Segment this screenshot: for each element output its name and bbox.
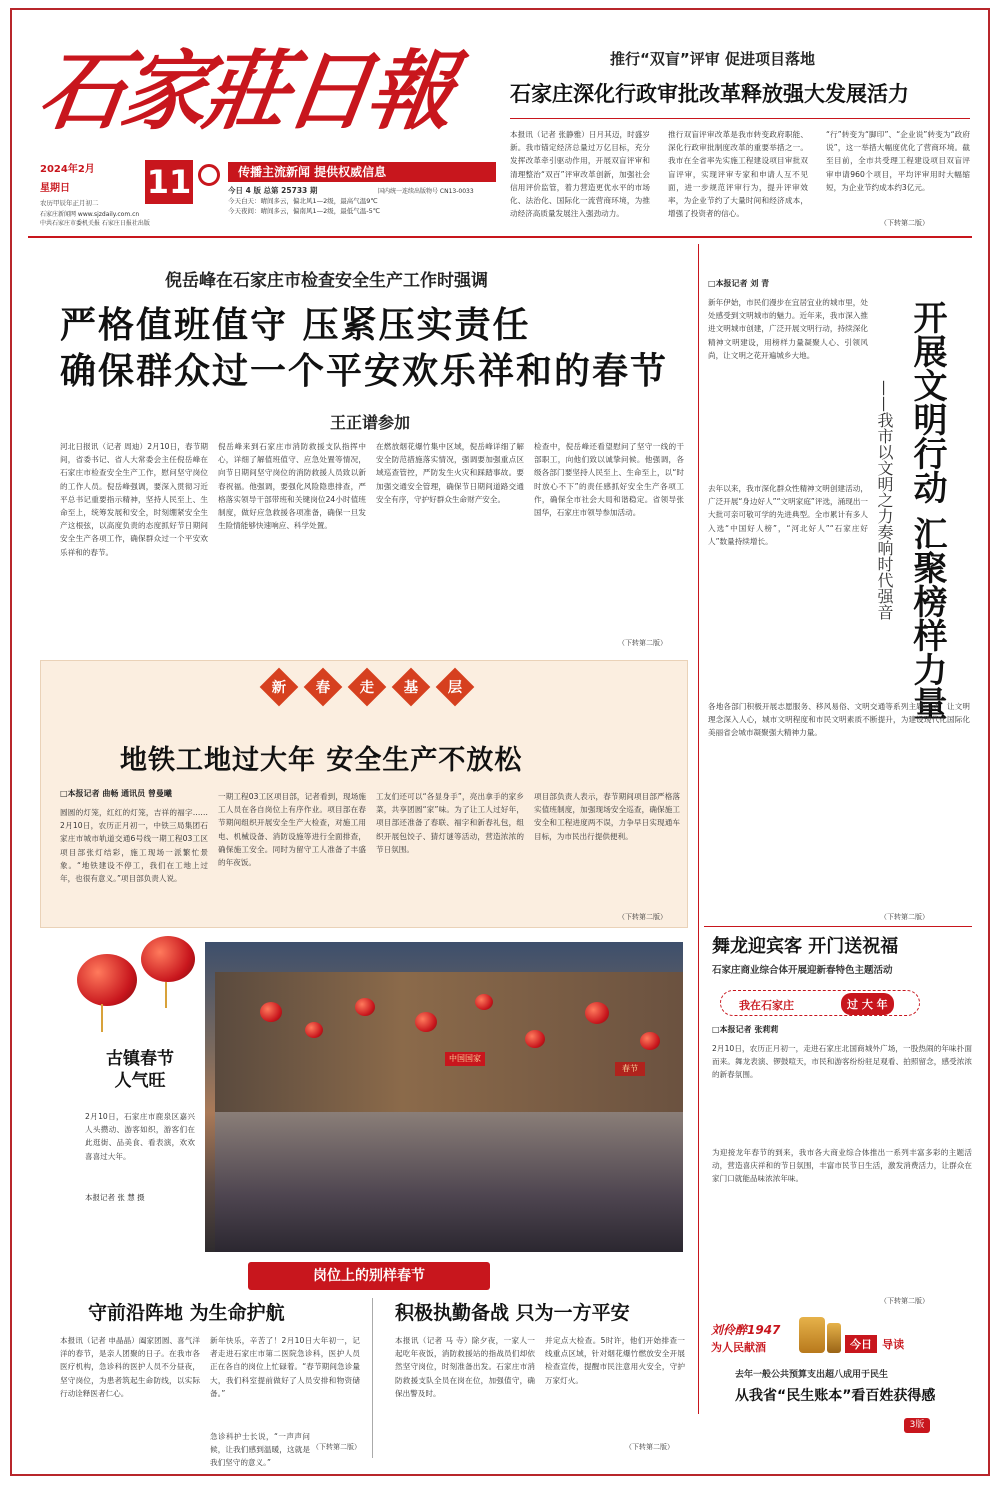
lead-title-2: 确保群众过一个平安欢乐祥和的春节 — [60, 351, 669, 392]
lantern-icon — [355, 998, 375, 1016]
today-badge: 今日 — [845, 1335, 877, 1353]
website: 石家庄新闻网 www.sjzdaily.com.cn — [40, 211, 140, 218]
photo-sign-1: 中国国家 — [445, 1052, 485, 1066]
top-story-cont: （下转第二版） — [880, 219, 929, 227]
lantern-icon — [640, 1032, 660, 1050]
emblem-icon — [198, 164, 220, 186]
bottom-left-cont: （下转第二版） — [312, 1443, 361, 1451]
photo-title: 古镇春节 人气旺 — [106, 1049, 174, 1091]
photo-caption: 2月10日，石家庄市鹿泉区嘉兴人头攒动、游客如织，游客们在此逛街、品美食、看表演，欢欢喜喜过大年。 — [85, 1112, 195, 1161]
spring-col-2: 一期工程03工区项目部，记者看到，现场施工人员在各自岗位上有序作业。项目部在春节期间组织开展安全生产大检查，对施工用电、机械设备、消防设施等进行全面排查，确保施工安全。同时为留守工人准备了丰盛的年夜饭。 — [218, 792, 366, 868]
bottom-right-title: 积极执勤备战 只为一方平安 — [395, 1302, 630, 1324]
spring-tile-1: 新 — [260, 668, 299, 707]
lantern-icon — [141, 936, 195, 982]
spring-title: 地铁工地过大年 安全生产不放松 — [120, 745, 523, 776]
page-number[interactable]: 3版 — [904, 1418, 930, 1433]
photo-buildings — [215, 972, 683, 1122]
issue-info: 今日 4 版 总第 25733 期 — [228, 186, 318, 195]
right-col-1: 新年伊始，市民们漫步在宜居宜业的城市里，处处感受到文明城市的魅力。近年来，我市深入推进文明城市创建，广泛开展文明行动，持续深化精神文明建设，用榜样力量凝聚人心、引领风尚，让文明之花开遍城乡大地。 — [708, 298, 868, 360]
right-cont-2: （下转第二版） — [880, 1297, 929, 1305]
top-story-title: 石家庄深化行政审批改革释放强大发展活力 — [510, 82, 909, 106]
issue-code: 国内统一连续出版物号 CN13-0033 — [378, 188, 474, 195]
photo-sign-2: 春节 — [615, 1062, 645, 1076]
spring-tile-5: 层 — [436, 668, 475, 707]
right-col-3: 各地各部门积极开展志愿服务、移风易俗、文明交通等系列主题活动，让文明理念深入人心，城市文明程度和市民文明素质不断提升，为建设现代化国际化美丽省会城市凝聚强大精神力量。 — [708, 702, 970, 738]
bottle-icon — [799, 1317, 825, 1353]
spring-tile-4: 基 — [392, 668, 431, 707]
newspaper-logo: 石家莊日報 — [32, 41, 458, 142]
ad-box — [703, 1313, 971, 1413]
photo-caption-pane — [55, 942, 205, 1252]
spring-col-1: 圆圆的灯笼，红红的灯笼，吉祥的福字……2月10日，农历正月初一，中铁三局集团石家庄市城市轨道交通6号线一期工程03工区项目部张灯结彩，施工现场一派繁忙景象。“地铁建设不停工，我们在工地上过年，也很有意义。”项目部负责人说。 — [60, 808, 208, 884]
spring-tile-5-wrap — [436, 668, 480, 712]
teaser-2[interactable]: 从我省“民生账本”看百姓获得感 — [735, 1388, 936, 1404]
photo-crowd — [215, 1112, 683, 1252]
spring-col-4: 项目部负责人表示，春节期间项目部严格落实值班制度，加强现场安全巡查，确保施工安全和工程进度两不误，力争早日实现通车目标，为市民出行提供便利。 — [534, 792, 680, 841]
lead-col-2: 倪岳峰来到石家庄市消防救援支队指挥中心，详细了解值班值守、应急处置等情况，向节日期间坚守岗位的消防救援人员致以新春祝福。他强调，要强化风险隐患排查，严格落实领导干部带班和关键岗位24小时值班制度，做好应急救援各项准备，确保一旦发生险情能够快速响应、科学处置。 — [218, 442, 366, 531]
spring-tile-2: 春 — [304, 668, 343, 707]
bottom-left-title: 守前沿阵地 为生命护航 — [88, 1302, 285, 1324]
weekday: 星期日 — [40, 183, 70, 194]
sponsor: 中共石家庄市委机关报 石家庄日报社出版 — [40, 220, 150, 227]
lantern-icon — [585, 1002, 609, 1024]
spring-byline: □本报记者 曲畅 通讯员 曾曼曦 — [60, 789, 172, 798]
day-number: 11 — [145, 160, 193, 204]
lead-col-3: 在燃放烟花爆竹集中区域，倪岳峰详细了解安全防范措施落实情况，强调要加强重点区域巡查管控，严防发生火灾和踩踏事故。要加强交通安全管理，确保节日期间道路交通安全有序，守护好群众生命财产安全。 — [376, 442, 524, 504]
bottom-right-cont: （下转第二版） — [625, 1443, 674, 1451]
masthead-footer — [40, 210, 220, 228]
today-guide — [845, 1333, 904, 1353]
spring-col-3: 工友们还可以“各显身手”，亮出拿手的家乡菜，共享团圆“家”味。为了让工人过好年，项目部还准备了春联、福字和新春礼包，组织开展包饺子、猜灯谜等活动，营造浓浓的节日氛围。 — [376, 792, 524, 854]
ad-brand: 刘伶醉1947 — [711, 1323, 781, 1337]
lantern-icon — [77, 954, 137, 1006]
slogan-bar: 传播主流新闻 提供权威信息 — [228, 162, 496, 182]
bottle-icon — [827, 1323, 841, 1353]
lead-cont: （下转第二版） — [618, 639, 667, 647]
lantern-icon — [415, 1012, 437, 1032]
ad-slogan: 为人民献酒 — [711, 1341, 766, 1354]
right-col-2: 去年以来，我市深化群众性精神文明创建活动，广泛开展“身边好人”“文明家庭”评选，涌现出一大批可亲可敬可学的先进典型。全市累计有多人入选“中国好人榜”，“河北好人”“石家庄好人”数量持续增长。 — [708, 484, 869, 546]
lantern-icon — [260, 1002, 282, 1022]
right-col-4: 2月10日，农历正月初一，走进石家庄北国商城外广场，一股热闹的年味扑面而来。舞龙表演、锣鼓喧天，市民和游客纷纷驻足观看、拍照留念，感受浓浓的新春氛围。 — [712, 1044, 972, 1080]
lead-kicker: 倪岳峰在石家庄市检查安全生产工作时强调 — [165, 271, 488, 291]
right-cont: （下转第二版） — [880, 913, 929, 921]
lantern-icon — [475, 994, 493, 1010]
bottom-right-col-1: 本报讯（记者 马 寺）除夕夜，一家人一起吃年夜饭，消防救援站的指战员们却依然坚守岗位，时刻准备出发。石家庄市消防救援支队全员在岗在位，加强值守，确保出警及时。 — [395, 1336, 535, 1398]
teaser-1[interactable]: 去年一般公共预算支出超八成用于民生 — [735, 1370, 889, 1380]
right-badge — [720, 990, 920, 1016]
right-subtitle-2: 石家庄商业综合体开展迎新春特色主题活动 — [712, 965, 893, 976]
right-byline: □本报记者 刘 青 — [708, 279, 770, 288]
weather-night: 今天夜间：晴间多云，偏南风1—2级，最低气温-5℃ — [228, 207, 381, 215]
top-story-col-3: “行”转变为“脚印”、“企业说”转变为“政府说”，这一举措大幅度优化了营商环境。截至目前，全市共受理工程建设项目双盲评审申请960个项目，平均评审用时大幅缩短，为企业节约成本约3亿元。 — [826, 130, 970, 192]
right-byline-2: □本报记者 张莉莉 — [712, 1025, 779, 1034]
top-story-col-1: 本报讯（记者 张静雅）日月其迈，时盛岁新。我市锚定经济总量过万亿目标，充分发挥改革牵引驱动作用，开展双盲评审和清理整治“双百”评审改革创新，加强社会信用评价监管，着力营造更优水平的市场化、法治化、国际化一流营商环境，为推动经济高质量发展注入强劲动力。 — [510, 130, 650, 219]
bottom-right-col-2: 并定点大检查。5时许，他们开始排查一线重点区域，针对烟花爆竹燃放安全开展检查宣传，提醒市民注意用火安全，守护万家灯火。 — [545, 1336, 685, 1385]
right-vertical-subtitle: ——我市以文明之力奏响时代强音 — [875, 380, 894, 620]
lead-col-4: 检查中，倪岳峰还看望慰问了坚守一线的干部职工，向他们致以诚挚问候。他强调，各级各部门要坚持人民至上、生命至上，以“时时放心不下”的责任感抓好安全生产各项工作，确保全市社会大局和谐稳定。省领导张国华，石家庄市领导参加活动。 — [534, 442, 684, 518]
lead-byline-note: 王正谱参加 — [330, 413, 411, 432]
lantern-icon — [305, 1022, 323, 1038]
top-story-col-2: 推行双盲评审改革是我市转变政府职能、深化行政审批制度改革的重要举措之一。我市在全省率先实施工程建设项目审批双盲评审，实现评审专家和申请人互不见面，进一步规范评审行为，提升评审效率，为企业节约了大量时间和经济成本，增强了投资者的信心。 — [668, 130, 808, 219]
lantern-icon — [525, 1030, 545, 1048]
top-story-kicker: 推行“双盲”评审 促进项目落地 — [610, 50, 815, 68]
spring-cont: （下转第二版） — [618, 913, 667, 921]
right-badge-text: 我在石家庄 — [739, 999, 794, 1012]
spring-tile-3: 走 — [348, 668, 387, 707]
guide-label: 导读 — [882, 1338, 905, 1351]
lead-title-1: 严格值班值守 压紧压实责任 — [60, 305, 531, 346]
bottom-left-col-3: 急诊科护士长说，“一声声问候，让我们感到温暖，这就是我们坚守的意义。” — [210, 1432, 310, 1468]
weather-day: 今天白天：晴间多云，偏北风1—2级，最高气温9℃ — [228, 197, 378, 205]
tassel-icon — [165, 982, 167, 1008]
issue-date: 2024年2月 — [40, 164, 95, 175]
right-vertical-title: 开展文明行动 汇聚榜样力量 — [907, 300, 947, 720]
post-banner: 岗位上的别样春节 — [248, 1262, 490, 1290]
right-badge-text-2: 过 大 年 — [841, 993, 894, 1015]
right-title-2: 舞龙迎宾客 开门送祝福 — [712, 936, 899, 957]
lunar-date: 农历甲辰年正月初二 — [40, 199, 99, 207]
photo-credit: 本报记者 张 慧 摄 — [85, 1193, 145, 1202]
tassel-icon — [101, 1004, 103, 1032]
bottom-left-col-1: 本报讯（记者 申晶晶）阖家团圆、喜气洋洋的春节，是亲人团聚的日子。在我市各医疗机构，急诊科的医护人员不分昼夜，坚守岗位，为患者筑起生命防线，以实际行动诠释医者仁心。 — [60, 1336, 200, 1398]
right-col-5: 为迎接龙年春节的到来，我市各大商业综合体推出一系列丰富多彩的主题活动，营造喜庆祥和的节日氛围，丰富市民节日生活，激发消费活力，让群众在家门口就能品味浓浓年味。 — [712, 1148, 972, 1184]
bottom-left-col-2: 新年快乐，辛苦了！2月10日大年初一，记者走进石家庄市第二医院急诊科，医护人员正在各自的岗位上忙碌着。“春节期间急诊量大，我们科室提前做好了人员安排和物资储备。” — [210, 1336, 360, 1398]
lead-col-1: 河北日报讯（记者 周迪）2月10日，春节期间，省委书记、省人大常委会主任倪岳峰在石家庄市检查安全生产工作，慰问坚守岗位的工作人员。倪岳峰强调，要深入贯彻习近平总书记重要指示精神，坚持人民至上、生命至上，统筹发展和安全，时刻绷紧安全生产这根弦，以高度负责的态度抓好节日期间安全生产各项工作，确保群众过一个平安欢乐祥和的春节。 — [60, 442, 208, 557]
